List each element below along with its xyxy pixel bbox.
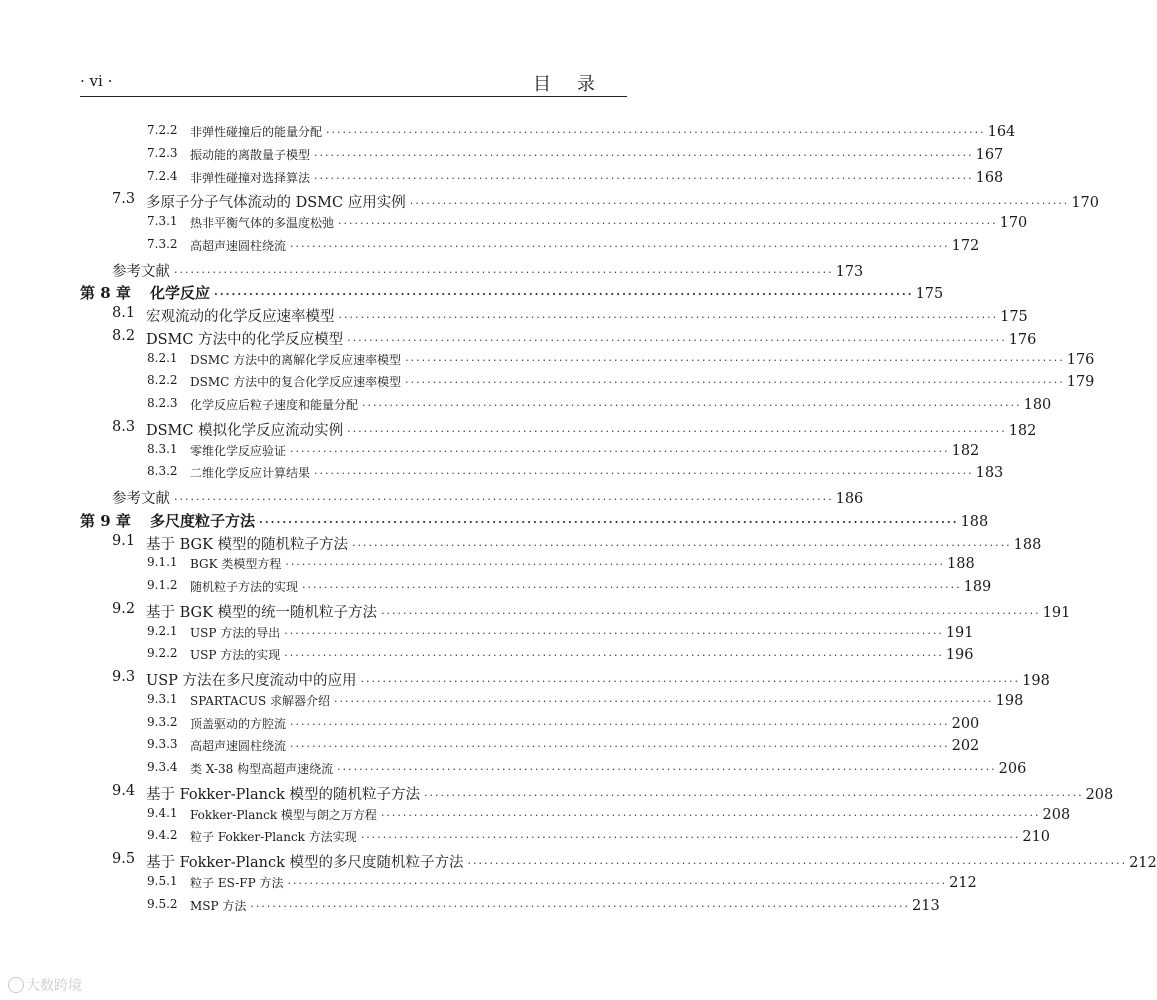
toc-entry[interactable] [0, 168, 1004, 191]
toc-entry-number: 9.2.2 [147, 646, 178, 661]
toc-leader-dots: ························································································································ [259, 515, 959, 529]
toc-entry[interactable] [0, 828, 1051, 850]
toc-entry-page: 188 [947, 556, 975, 573]
toc-entry-number: 9.1.1 [147, 555, 178, 570]
toc-entry-page: 212 [1129, 855, 1157, 871]
toc-entry[interactable] [0, 396, 1052, 418]
toc-entry-title: 随机粒子方法的实现 [190, 580, 299, 594]
toc-entry[interactable] [0, 441, 980, 464]
toc-entry-title: 基于 BGK 模型的随机粒子方法 [146, 536, 349, 553]
toc-entry-number: 9.4.2 [147, 828, 178, 843]
toc-leader-dots: ························································································································ [347, 424, 1007, 438]
toc-entry-number: 8.2.1 [147, 350, 178, 365]
toc-entry-title: 高超声速圆柱绕流 [190, 238, 287, 253]
toc-entry-number: 9.5 [112, 851, 136, 867]
toc-entry[interactable] [0, 260, 864, 282]
toc-leader-dots: ························································································································ [250, 899, 910, 913]
toc-entry-title: MSP 方法 [190, 898, 247, 913]
toc-entry[interactable] [0, 327, 1037, 350]
toc-leader-dots: ························································································································ [285, 558, 946, 572]
toc-leader-dots: ························································································································ [314, 171, 974, 185]
toc-entry-title: 化学反应后粒子速度和能量分配 [190, 398, 359, 412]
toc-entry-page: 213 [912, 897, 940, 914]
toc-entry-title: 多原子分子气体流动的 DSMC 应用实例 [146, 195, 406, 212]
toc-entry-title: 非弹性碰撞对选择算法 [190, 170, 311, 185]
toc-entry-number: 9.3.3 [147, 737, 178, 752]
toc-entry-page: 208 [1042, 806, 1071, 823]
toc-entry-title: 多尺度粒子方法 [150, 511, 256, 530]
toc-entry-title: 非弹性碰撞后的能量分配 [190, 125, 323, 139]
toc-leader-dots: ························································································································ [380, 808, 1041, 822]
toc-entry[interactable] [0, 782, 1114, 805]
toc-leader-dots: ························································································································ [352, 538, 1012, 552]
toc-entry-page: 212 [949, 874, 977, 891]
toc-entry-title: 顶盖驱动的方腔流 [190, 716, 287, 731]
toc-entry[interactable] [0, 373, 1095, 395]
toc-leader-dots: ························································································································ [360, 675, 1021, 688]
toc-entry[interactable] [0, 737, 980, 759]
toc-entry-number: 9.1 [112, 532, 136, 549]
toc-entry-page: 191 [1042, 604, 1071, 621]
toc-entry-page: 175 [1000, 309, 1028, 325]
toc-entry[interactable] [0, 350, 1095, 373]
toc-entry-number: 8.3 [112, 418, 136, 435]
toc-entry-title: 基于 Fokker-Planck 模型的随机粒子方法 [146, 786, 420, 803]
toc-entry-page: 210 [1022, 829, 1051, 846]
toc-entry-title: 宏观流动的化学反应速率模型 [146, 309, 335, 325]
toc-entry-page: 189 [963, 579, 992, 595]
toc-entry-title: SPARTACUS 求解器介绍 [190, 693, 331, 708]
toc-entry-title: 零维化学反应验证 [190, 443, 287, 458]
toc-entry-title: 化学反应 [150, 284, 211, 303]
toc-entry-number: 9.3.4 [147, 760, 178, 774]
toc-entry-title: Fokker-Planck 模型与朗之万方程 [190, 807, 377, 822]
toc-entry-page: 196 [945, 647, 974, 664]
toc-entry[interactable] [0, 145, 1004, 168]
toc-leader-dots: ························································································································ [405, 353, 1065, 367]
toc-entry-number: 9.1.2 [147, 578, 178, 592]
toc-entry-page: 206 [998, 761, 1027, 777]
toc-entry-number: 9.3.1 [147, 691, 178, 706]
toc-entry-page: 173 [835, 263, 864, 280]
toc-entry-number: 9.5.2 [147, 896, 178, 911]
toc-entry[interactable] [0, 669, 1050, 691]
toc-entry-number: 8.2.3 [147, 396, 178, 410]
toc-entry-number: 9.4 [112, 782, 136, 799]
toc-entry-page: 164 [987, 124, 1016, 140]
toc-entry-number: 9.5.1 [147, 873, 178, 888]
toc-entry[interactable] [0, 646, 974, 668]
toc-entry-page: 183 [975, 465, 1004, 482]
toc-entry[interactable] [0, 123, 1016, 145]
toc-entry-page: 182 [1008, 422, 1037, 439]
toc-entry-number: 7.2.4 [147, 168, 178, 183]
toc-leader-dots: ························································································································ [405, 376, 1065, 390]
toc-entry-title: 粒子 Fokker-Planck 方法实现 [190, 830, 357, 845]
toc-entry-page: 188 [1013, 536, 1042, 553]
toc-entry-page: 170 [1071, 195, 1099, 212]
toc-entry[interactable] [0, 464, 1004, 486]
toc-entry-number: 8.1 [112, 305, 136, 321]
toc-entry-title: DSMC 方法中的复合化学反应速率模型 [190, 375, 402, 390]
header-title: 目录 [533, 74, 621, 95]
toc-leader-dots: ························································································································ [287, 876, 948, 890]
toc-entry[interactable] [0, 532, 1042, 555]
toc-entry[interactable] [0, 418, 1037, 441]
toc-entry[interactable] [0, 600, 1071, 623]
toc-leader-dots: ························································································································ [290, 444, 950, 458]
toc-entry-page: 176 [1066, 351, 1095, 368]
toc-leader-dots: ························································································································ [381, 606, 1041, 620]
toc-entry-number: 9.3.2 [147, 714, 178, 729]
toc-entry-page: 167 [975, 146, 1004, 163]
toc-entry-number: 9.3 [112, 669, 136, 685]
toc-entry-title: 参考文献 [112, 491, 170, 507]
toc-entry-page: 191 [945, 624, 974, 641]
toc-leader-dots: ························································································································ [302, 581, 962, 594]
toc-entry-title: DSMC 模拟化学反应流动实例 [146, 422, 344, 439]
toc-entry-page: 168 [975, 169, 1004, 186]
toc-entry-page: 182 [951, 442, 980, 459]
toc-entry-page: 180 [1023, 397, 1052, 413]
toc-entry-page: 208 [1085, 786, 1114, 803]
toc-entry[interactable] [0, 691, 1024, 714]
toc-entry-title: 参考文献 [112, 263, 170, 280]
toc-entry-title: DSMC 方法中的化学反应模型 [146, 331, 344, 348]
toc-entry-page: 198 [1022, 673, 1050, 689]
toc-entry-number: 9.4.1 [147, 805, 178, 820]
toc-entry[interactable] [0, 236, 980, 259]
toc-entry[interactable] [0, 487, 864, 509]
header-rule [80, 96, 627, 97]
toc-leader-dots: ························································································································ [284, 626, 944, 640]
toc-entry-page: 172 [951, 237, 980, 254]
toc-entry[interactable] [0, 896, 940, 919]
toc-entry-number: 9.2.1 [147, 623, 178, 638]
toc-leader-dots: ························································································································ [338, 217, 998, 230]
toc-entry-title: 类 X-38 构型高超声速绕流 [190, 762, 334, 776]
toc-entry-number: 8.2.2 [147, 373, 178, 388]
toc-leader-dots: ························································································································ [347, 333, 1007, 347]
toc-entry-number: 8.3.1 [147, 441, 178, 456]
toc-leader-dots: ························································································································ [284, 649, 944, 663]
toc-entry-title: USP 方法的实现 [190, 648, 281, 663]
toc-entry-number: 7.3.2 [147, 236, 178, 251]
toc-entry[interactable] [0, 851, 1157, 873]
page-header [80, 70, 627, 94]
toc-leader-dots: ························································································································ [409, 197, 1070, 211]
toc-leader-dots: ························································································································ [337, 763, 997, 776]
toc-leader-dots: ························································································································ [362, 399, 1022, 412]
toc-leader-dots: ························································································································ [174, 265, 834, 279]
watermark-logo-icon [8, 977, 24, 993]
toc-leader-dots: ························································································································ [360, 831, 1021, 845]
toc-entry-number: 8.3.2 [147, 464, 178, 479]
toc-entry-number: 7.2.2 [147, 123, 178, 137]
toc-entry-page: 170 [999, 215, 1028, 231]
toc-entry-title: 高超声速圆柱绕流 [190, 739, 287, 754]
toc-entry-number: 7.2.3 [147, 145, 178, 160]
toc-entry-page: 188 [960, 513, 989, 530]
toc-entry[interactable] [0, 578, 992, 600]
toc-entry-title: 粒子 ES-FP 方法 [190, 875, 284, 890]
toc-leader-dots: ························································································································ [423, 788, 1084, 802]
toc-entry-page: 198 [995, 692, 1024, 709]
toc-entry[interactable] [0, 510, 989, 532]
toc-entry-page: 176 [1008, 331, 1037, 348]
toc-entry-number: 7.3.1 [147, 214, 178, 228]
toc-leader-dots: ························································································································ [174, 493, 834, 506]
toc-leader-dots: ························································································································ [338, 311, 999, 324]
toc-leader-dots: ························································································································ [214, 288, 914, 302]
toc-leader-dots: ························································································································ [290, 740, 950, 754]
toc-entry[interactable] [0, 191, 1099, 213]
toc-entry-page: 202 [951, 738, 980, 755]
toc-entry-page: 175 [915, 286, 944, 303]
watermark [8, 975, 82, 995]
toc-entry-page: 200 [951, 715, 980, 732]
page-number: · vi · [80, 72, 113, 90]
toc-leader-dots: ························································································································ [334, 694, 994, 708]
toc-entry[interactable] [0, 305, 1028, 327]
toc-entry-title: 振动能的离散量子模型 [190, 147, 311, 162]
toc-entry-number: 第 9 章 [80, 511, 131, 530]
toc-entry-title: USP 方法的导出 [190, 625, 281, 640]
toc-entry-title: BGK 类模型方程 [190, 557, 282, 572]
toc-entry-page: 186 [835, 491, 864, 507]
toc-entry[interactable] [0, 214, 1028, 236]
toc-entry-page: 179 [1066, 374, 1095, 391]
toc-entry[interactable] [0, 623, 974, 646]
toc-leader-dots: ························································································································ [290, 717, 950, 731]
toc-entry[interactable] [0, 714, 980, 737]
toc-entry[interactable] [0, 555, 975, 577]
toc-leader-dots: ························································································································ [314, 148, 974, 162]
toc-entry-number: 9.2 [112, 600, 136, 617]
toc-entry-title: DSMC 方法中的离解化学反应速率模型 [190, 352, 402, 367]
toc-entry-title: 热非平衡气体的多温度松弛 [190, 216, 335, 230]
toc-entry[interactable] [0, 873, 977, 896]
toc-leader-dots: ························································································································ [290, 239, 950, 253]
toc-leader-dots: ························································································································ [467, 857, 1128, 870]
toc-entry-title: 二维化学反应计算结果 [190, 466, 311, 481]
toc-entry[interactable] [0, 805, 1071, 828]
toc-entry[interactable] [0, 760, 1027, 782]
toc-entry-number: 7.3 [112, 191, 136, 208]
toc-entry-number: 第 8 章 [80, 284, 131, 303]
toc-entry-title: 基于 BGK 模型的统一随机粒子方法 [146, 604, 378, 621]
watermark-text: 大数跨境 [26, 978, 82, 994]
toc-entry[interactable] [0, 282, 944, 304]
toc-leader-dots: ························································································································ [314, 467, 974, 481]
toc-entry-title: USP 方法在多尺度流动中的应用 [146, 673, 357, 689]
toc-entry-number: 8.2 [112, 327, 136, 344]
toc-leader-dots: ························································································································ [326, 126, 986, 139]
toc-entry-title: 基于 Fokker-Planck 模型的多尺度随机粒子方法 [146, 855, 464, 871]
